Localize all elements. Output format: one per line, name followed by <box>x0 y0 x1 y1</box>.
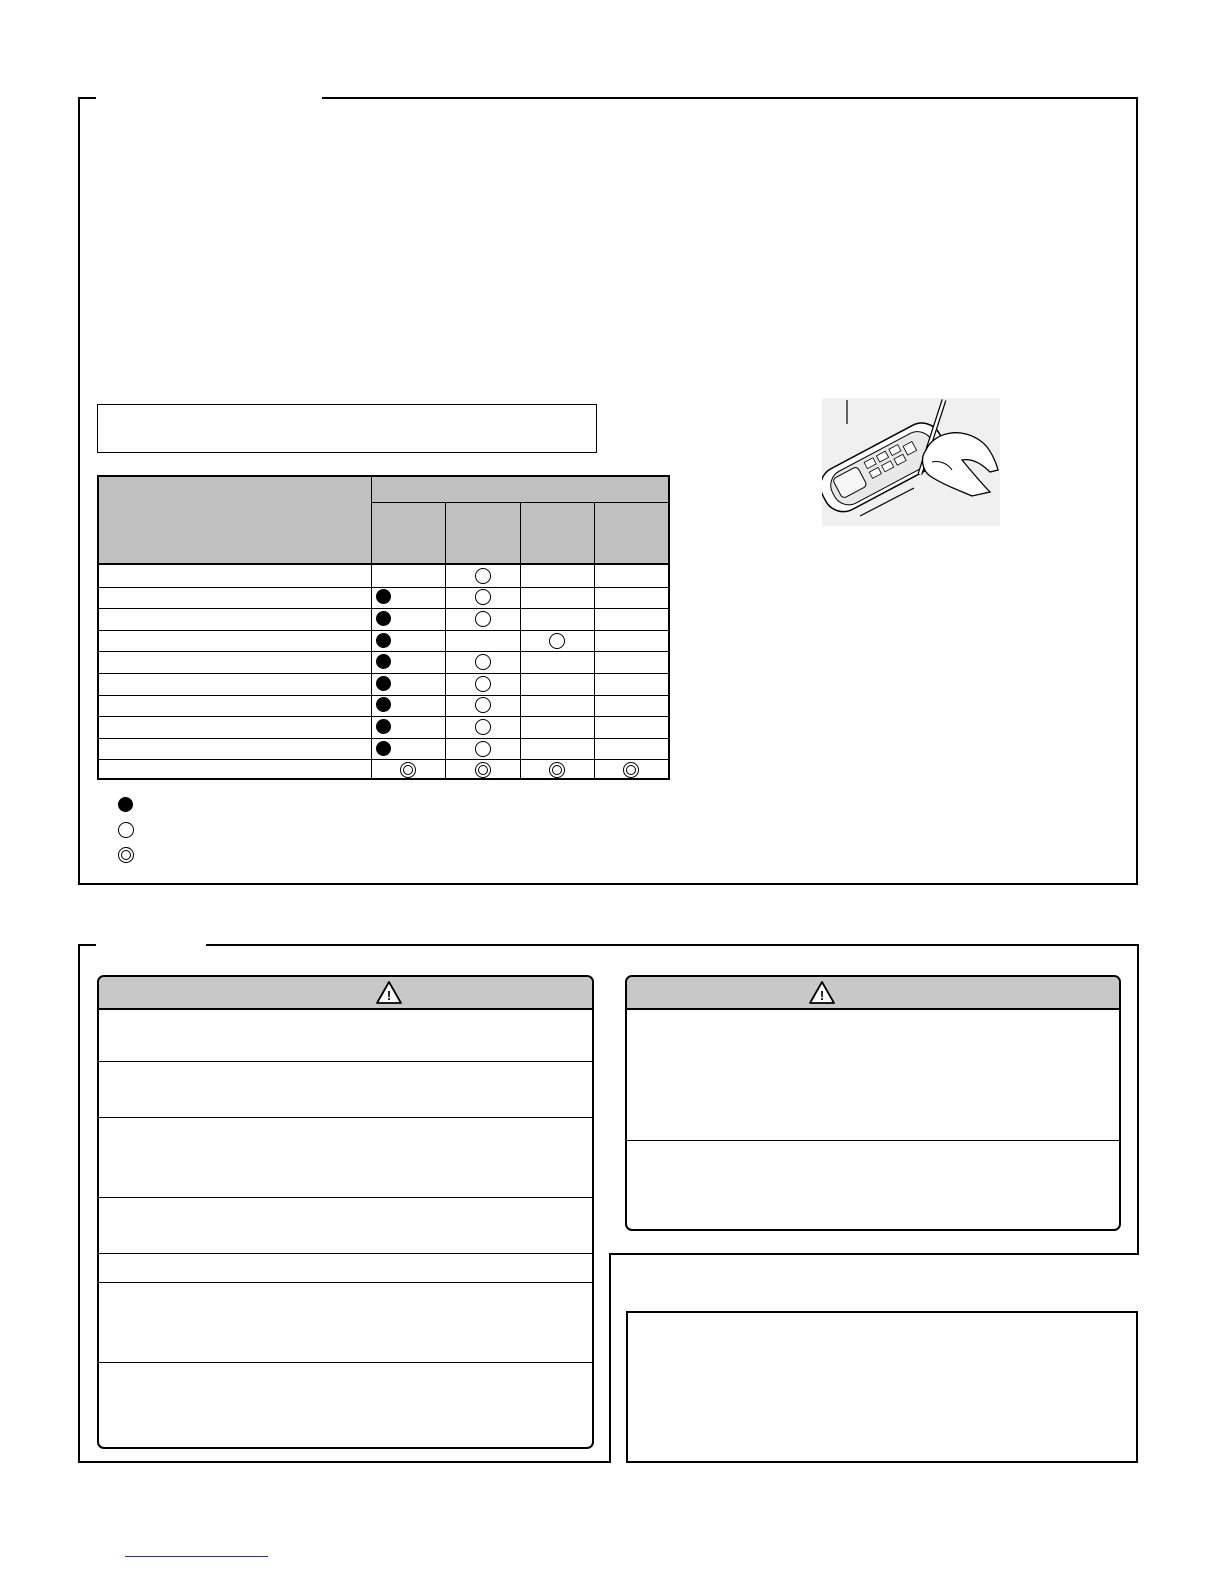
warning-right-row-1-divider <box>627 1140 1121 1141</box>
warning-box-left <box>97 975 594 1449</box>
caution-triangle-icon <box>809 981 835 1004</box>
warning-box-left-header <box>99 977 592 1010</box>
note-box <box>626 1311 1138 1463</box>
svg-text:!: ! <box>819 988 825 1003</box>
warning-left-row-6-divider <box>99 1362 594 1363</box>
warning-box-right-header <box>627 977 1119 1010</box>
footer-link[interactable] <box>125 1556 268 1557</box>
warning-triangle-icon <box>376 981 402 1004</box>
warning-left-row-1-divider <box>99 1061 594 1062</box>
warning-left-row-3-divider <box>99 1197 594 1198</box>
svg-text:!: ! <box>386 988 392 1003</box>
warning-box-right <box>625 975 1121 1231</box>
bottom-section-title-tab <box>96 942 206 948</box>
warning-left-row-4-divider <box>99 1253 594 1254</box>
warning-left-row-5-divider <box>99 1282 594 1283</box>
warning-left-row-2-divider <box>99 1117 594 1118</box>
